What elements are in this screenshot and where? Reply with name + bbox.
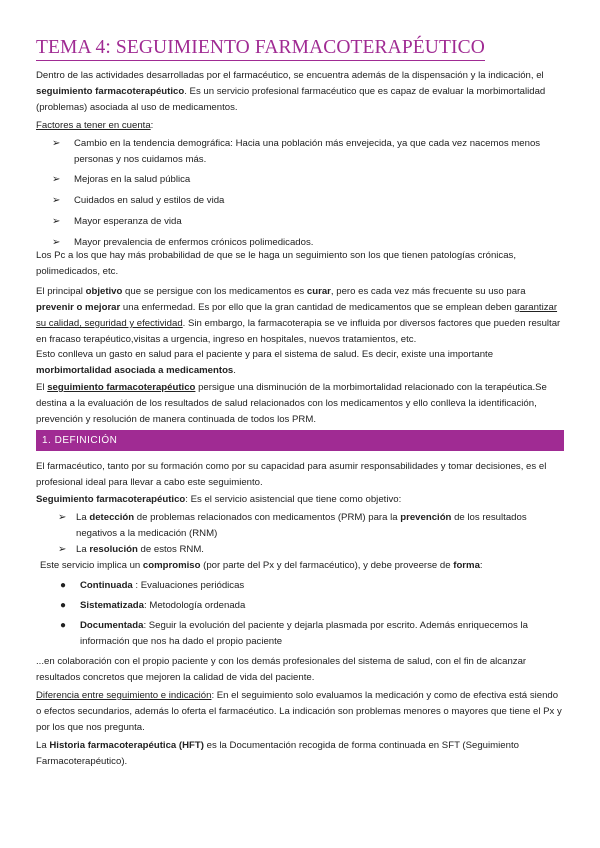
factores-heading-text: Factores a tener en cuenta	[36, 120, 151, 131]
list-item: ➢ Mayor prevalencia de enfermos crónicos polimedicados.	[52, 235, 564, 251]
dot-bullet-icon: ●	[60, 580, 67, 591]
section-heading-definicion: 1. DEFINICIÓN	[36, 430, 564, 451]
def-line: Seguimiento farmacoterapéutico: Es el servicio asistencial que tiene como objetivo:	[36, 494, 402, 505]
list-item: ➢ Mejoras en la salud pública	[52, 172, 564, 188]
list-item: ➢ Cambio en la tendencia demográfica: Hacia una población más envejecida, ya que cada vez nacemos menos personas y nos cuidamos más.	[52, 138, 541, 165]
list-item: ● Sistematizada: Metodología ordenada	[60, 598, 564, 614]
compromiso-paragraph: Este servicio implica un compromiso (por parte del Px y del farmacéutico), y debe proveerse de forma:	[40, 560, 483, 571]
diferencia-paragraph: Diferencia entre seguimiento e indicación: En el seguimiento solo evaluamos la medicación y como de efectiva está siendo o efectos secundarios, además lo oferta el farmacéutico. La indicación son problemas menores o mayores que tiene el Px y por los que nos pregunta.	[36, 690, 562, 733]
gasto-paragraph: Esto conlleva un gasto en salud para el paciente y para el sistema de salud. Es decir, existe una importante morbimortalidad asociada a medicamentos.	[36, 349, 494, 376]
hft-paragraph: La Historia farmacoterapéutica (HFT) es la Documentación recogida de forma continuada en SFT (Seguimiento Farmacoterapéutico).	[36, 740, 519, 767]
factores-heading: Factores a tener en cuenta:	[36, 120, 154, 131]
intro-bold: seguimiento farmacoterapéutico	[36, 86, 185, 97]
dot-bullet-icon: ●	[60, 620, 67, 631]
def-paragraph: El farmacéutico, tanto por su formación como por su capacidad para asumir responsabilidades y tomar decisiones, es el profesional ideal para llevar a cabo este seguimiento.	[36, 461, 547, 488]
factores-list	[52, 136, 564, 251]
arrow-bullet-icon: ➢	[52, 174, 61, 185]
pc-paragraph: Los Pc a los que hay más probabilidad de que se le haga un seguimiento son los que tienen patologías crónicas, polimedicados, etc.	[36, 250, 517, 277]
intro-text-2: . Es un servicio profesional farmacéutico que es capaz de evaluar la morbimortalidad (problemas) asociada al uso de medicamentos.	[36, 86, 546, 113]
list-item: ➢ La resolución de estos RNM.	[58, 542, 564, 558]
arrow-bullet-icon: ➢	[52, 216, 61, 227]
arrow-bullet-icon: ➢	[58, 544, 67, 555]
colaboracion-paragraph: ...en colaboración con el propio paciente y con los demás profesionales del sistema de salud, con el fin de alcanzar resultados concretos que mejoren la calidad de vida del paciente.	[36, 656, 527, 683]
arrow-bullet-icon: ➢	[52, 195, 61, 206]
list-item: ➢ Mayor esperanza de vida	[52, 214, 564, 230]
objetivo-paragraph: El principal objetivo que se persigue con los medicamentos es curar, pero es cada vez más frecuente su uso para prevenir o mejorar una enfermedad. Es por ello que la gran cantidad de medicamentos que se emplean deben garantizar su calidad, seguridad y efectividad. Sin embargo, la farmacoterapia se ve influida por diversos factores que pueden resultar en fracaso terapéutico,visitas a urgencia, ingreso en hospitales, nuevos tratamientos, etc.	[36, 286, 561, 345]
forma-list	[60, 578, 564, 650]
intro-text-1: Dentro de las actividades desarrolladas por el farmacéutico, se encuentra además de la dispensación y la indicación, el	[36, 70, 544, 81]
list-item: ● Continuada : Evaluaciones periódicas	[60, 578, 564, 594]
arrow-bullet-icon: ➢	[58, 512, 67, 523]
list-item: ➢ Cuidados en salud y estilos de vida	[52, 193, 564, 209]
def-list	[58, 510, 564, 558]
arrow-bullet-icon: ➢	[52, 138, 61, 149]
page-title: TEMA 4: SEGUIMIENTO FARMACOTERAPÉUTICO	[36, 36, 485, 61]
arrow-bullet-icon: ➢	[52, 237, 61, 248]
intro-paragraph	[36, 68, 564, 116]
sft-paragraph: El seguimiento farmacoterapéutico persigue una disminución de la morbimortalidad relacionado con la terapéutica.Se destina a la evaluación de los resultados de salud relacionados con los medicamentos y ello conlleva la identificación, prevención y resolución de manera continuada de todos los PRM.	[36, 382, 547, 425]
list-item: ● Documentada: Seguir la evolución del paciente y dejarla plasmada por escrito. Además enriquecemos la información que nos ha dado el propio paciente	[60, 620, 528, 647]
dot-bullet-icon: ●	[60, 600, 67, 611]
list-item: ➢ La detección de problemas relacionados con medicamentos (PRM) para la prevención de los resultados negativos a la medicación (RNM)	[58, 512, 527, 539]
